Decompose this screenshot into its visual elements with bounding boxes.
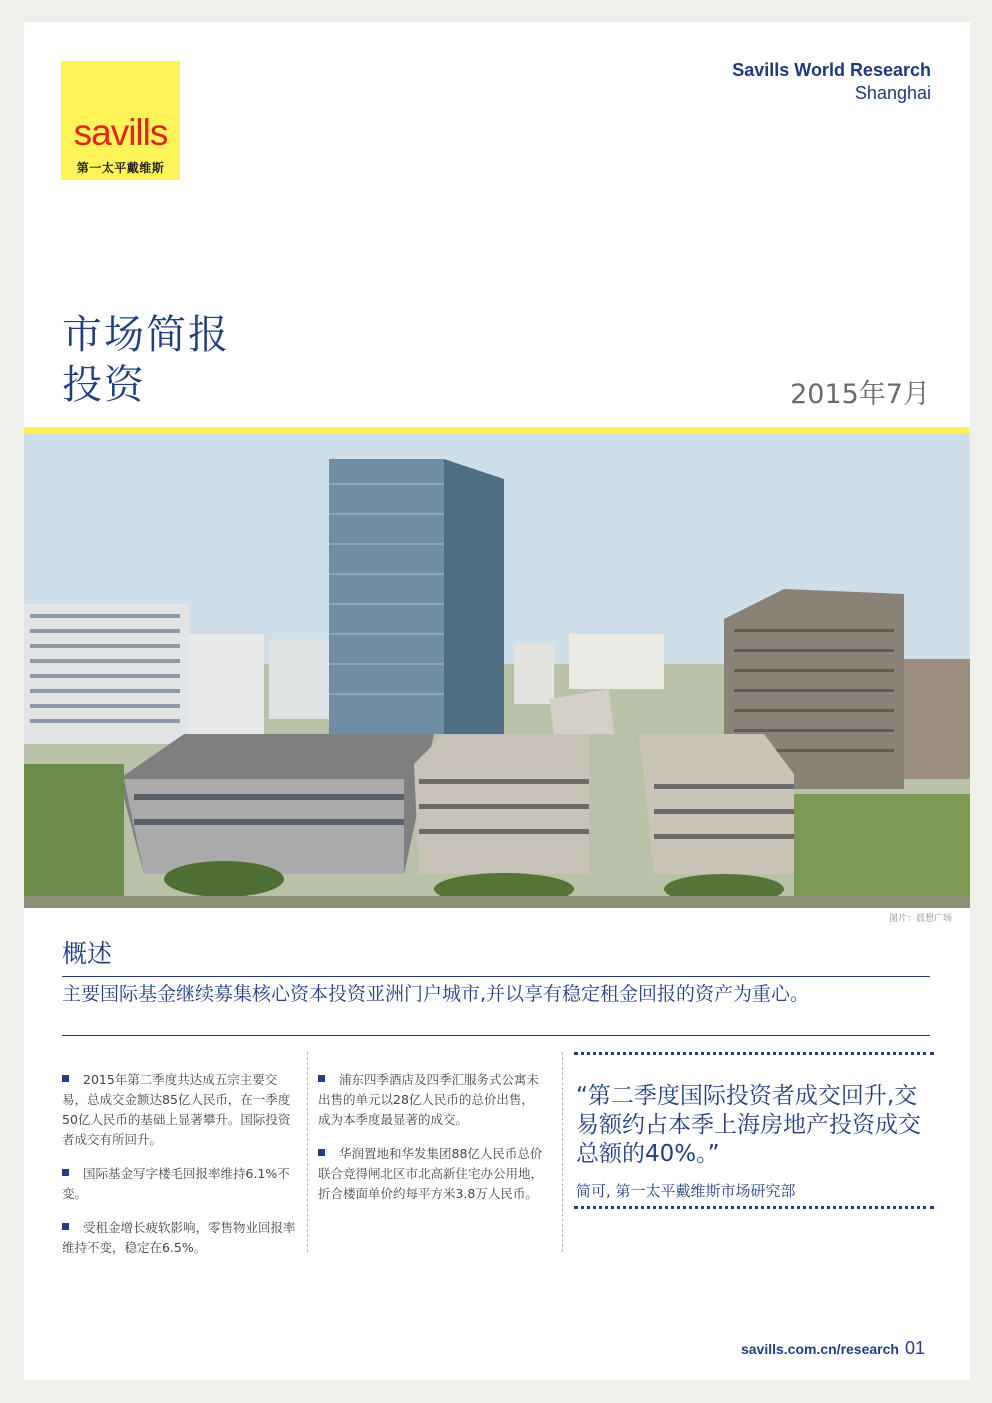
pull-quote: “第二季度国际投资者成交回升,交易额约占本季上海房地产投资成交总额的40%。” (576, 1083, 921, 1167)
title-line-1: 市场简报 (62, 312, 230, 358)
research-title: Savills World Research (732, 60, 931, 80)
page-number: 01 (904, 1338, 925, 1358)
logo-wordmark: savills (73, 112, 168, 153)
bullet-item (62, 1164, 298, 1204)
report-page (24, 22, 970, 1380)
bullet-text: 2015年第二季度共达成五宗主要交易，总成交金额达85亿人民币，在一季度50亿人民币的基础上显著攀升。国际投资者成交有所回升。 (62, 1072, 291, 1147)
savills-logo[interactable] (61, 61, 180, 180)
report-date: 2015年7月 (790, 379, 930, 410)
bullet-text: 华润置地和华发集团88亿人民币总价联合竞得闸北区市北高新住宅办公用地，折合楼面单价约每平方米3.8万人民币。 (318, 1146, 544, 1201)
bullet-column-2 (318, 1070, 546, 1218)
footer-link[interactable]: savills.com.cn/research (740, 1341, 899, 1357)
page-title (62, 310, 230, 410)
office-park-illustration (24, 434, 970, 908)
bullet-item (62, 1070, 298, 1150)
bullet-item (318, 1144, 546, 1204)
overview-bottom-rule (62, 1035, 930, 1036)
bullet-text: 浦东四季酒店及四季汇服务式公寓未出售的单元以28亿人民币的总价出售，成为本季度最显著的成交。 (318, 1072, 540, 1127)
bullet-square-icon (318, 1149, 325, 1156)
research-city: Shanghai (854, 83, 931, 103)
title-line-2: 投资 (62, 362, 146, 408)
overview-heading: 概述 (62, 939, 113, 968)
bullet-item (62, 1218, 298, 1258)
bullet-square-icon (318, 1075, 325, 1082)
quote-author: 简可, 第一太平戴维斯市场研究部 (576, 1182, 796, 1200)
bullet-text: 受租金增长疲软影响，零售物业回报率维持不变，稳定在6.5%。 (62, 1220, 296, 1255)
quote-bottom-dots (574, 1206, 934, 1209)
photo-caption: 图片：晨想广场 (888, 914, 952, 924)
research-header (732, 58, 931, 104)
column-divider (562, 1052, 563, 1252)
logo-chinese-name: 第一太平戴维斯 (76, 161, 165, 175)
overview-top-rule (62, 976, 930, 977)
bullet-column-1 (62, 1070, 298, 1272)
cover-photo (24, 434, 970, 908)
bullet-square-icon (62, 1223, 69, 1230)
bullet-text: 国际基金写字楼毛回报率维持6.1%不变。 (62, 1166, 290, 1201)
yellow-divider (24, 427, 970, 434)
quote-top-dots (574, 1052, 934, 1055)
bullet-square-icon (62, 1075, 69, 1082)
page-footer (741, 1338, 925, 1359)
bullet-square-icon (62, 1169, 69, 1176)
bullet-item (318, 1070, 546, 1130)
column-divider (307, 1052, 308, 1252)
overview-lead: 主要国际基金继续募集核心资本投资亚洲门户城市,并以享有稳定租金回报的资产为重心。 (62, 983, 810, 1005)
